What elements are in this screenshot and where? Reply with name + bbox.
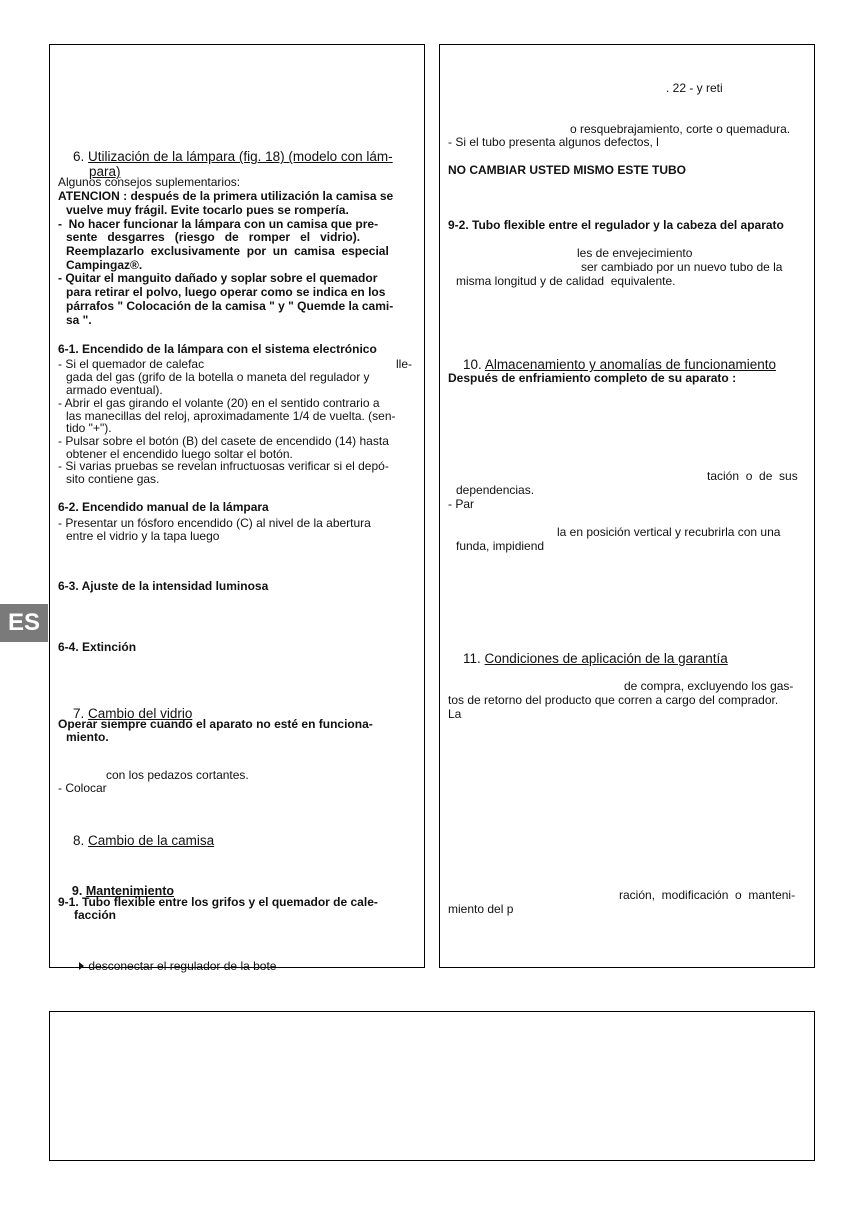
nohacer-line-3: Reemplazarlo exclusivamente por un camisa especial [66, 244, 389, 258]
r-line-3: - Si el tubo presenta algunos defectos, l [448, 135, 659, 149]
s11-line-4: ración, modificación o manteni- [619, 888, 796, 902]
s11-line-5: miento del p [448, 902, 514, 916]
s11-line-1: de compra, excluyendo los gas- [624, 679, 794, 693]
advice-intro: Algunos consejos suplementarios: [58, 175, 241, 189]
language-tab: ES [0, 604, 48, 642]
left-column [49, 44, 425, 973]
s61-line-3: armado eventual). [66, 383, 163, 397]
s7-line-1: Operar siempre cuando el aparato no esté en funciona- [58, 717, 373, 731]
section-6-1-title: 6-1. Encendido de la lámpara con el sistema electrónico [58, 342, 377, 356]
s61-line-1b: lle- [396, 357, 413, 371]
section-6-heading: 6. Utilización de la lámpara (fig. 18) (modelo con lám- [73, 149, 393, 164]
s61-line-2: gada del gas (grifo de la botella o maneta del regulador y [66, 370, 370, 384]
s62-line-2: entre el vidrio y la tapa luego [66, 529, 220, 543]
s92-line-1: les de envejecimiento [577, 246, 693, 260]
s92-line-2: ser cambiado por un nuevo tubo de la [581, 260, 783, 274]
s61-line-10: sito contiene gas. [66, 472, 160, 486]
s10-line-3: dependencias. [456, 483, 535, 497]
section-6-3-title: 6-3. Ajuste de la intensidad luminosa [58, 579, 269, 593]
s7-line-2: miento. [66, 730, 109, 744]
s62-line-1: - Presentar un fósforo encendido (C) al nivel de la abertura [58, 516, 371, 530]
nocambiar-warning: NO CAMBIAR USTED MISMO ESTE TUBO [448, 163, 687, 177]
s61-line-1a: - Si el quemador de calefac [58, 357, 205, 371]
section-6-4-title: 6-4. Extinción [58, 640, 137, 654]
section-9-1-title-l2: facción [74, 908, 117, 922]
section-6-heading-cont: para) [89, 164, 121, 179]
arrow-right-icon [79, 962, 84, 970]
section-7-heading: 7. Cambio del vidrio [73, 706, 193, 721]
quitar-line-1: - Quitar el manguito dañado y soplar sobre el quemador [58, 271, 378, 285]
section-9-2-title: 9-2. Tubo flexible entre el regulador y la cabeza del aparato [448, 218, 784, 232]
quitar-line-4: sa ". [66, 313, 92, 327]
s61-line-8: obtener el encendido luego soltar el botón. [66, 447, 293, 461]
section-10-heading: 10. Almacenamiento y anomalías de funcionamiento [463, 357, 776, 372]
s61-line-6: tido "+"). [66, 421, 112, 435]
quitar-line-2: para retirar el polvo, luego operar como se indica en los [66, 285, 386, 299]
s10-line-4: - Par [448, 497, 475, 511]
section-9-heading: 9. Mantenimiento [71, 884, 175, 898]
nohacer-line-1: - No hacer funcionar la lámpara con un camisa que pre- [58, 217, 379, 231]
section-8-heading: 8. Cambio de la camisa [73, 833, 215, 848]
section-9-1-title-l1: 9-1. Tubo flexible entre los grifos y el quemador de cale- [58, 895, 378, 909]
s92-line-3: misma longitud y de calidad equivalente. [456, 274, 676, 288]
s7-line-4: - Colocar [58, 781, 107, 795]
s61-line-5: las manecillas del reloj, aproximadamente 1/4 de vuelta. (sen- [66, 409, 396, 423]
bottom-box [49, 1011, 815, 1161]
section-6-2-title: 6-2. Encendido manual de la lámpara [58, 500, 269, 514]
s10-line-1: Después de enfriamiento completo de su aparato : [448, 371, 737, 385]
s61-line-9: - Si varias pruebas se revelan infructuosas verificar si el depó- [58, 459, 389, 473]
atencion-line-2: vuelve muy frágil. Evite tocarlo pues se rompería. [66, 203, 349, 217]
s10-line-6: funda, impidiend [456, 539, 545, 553]
s91-bullet-item: desconectar el regulador de la bote [66, 947, 276, 986]
s10-line-2: tación o de sus [707, 469, 798, 483]
r-line-1: . 22 - y reti [666, 81, 723, 95]
s7-line-3: con los pedazos cortantes. [106, 768, 249, 782]
s61-line-7: - Pulsar sobre el botón (B) del casete de encendido (14) hasta [58, 434, 389, 448]
nohacer-line-4: Campingaz®. [66, 258, 143, 272]
atencion-line-1: ATENCION : después de la primera utilización la camisa se [58, 189, 394, 203]
s61-line-4: - Abrir el gas girando el volante (20) en el sentido contrario a [58, 396, 380, 410]
r-line-2: o resquebrajamiento, corte o quemadura. [570, 122, 791, 136]
s11-line-2: tos de retorno del producto que corren a cargo del comprador. [448, 693, 779, 707]
s11-line-3: La [448, 707, 462, 721]
right-column [439, 44, 815, 968]
section-11-heading: 11. Condiciones de aplicación de la garantía [463, 651, 728, 666]
s10-line-5: la en posición vertical y recubrirla con una [557, 525, 781, 539]
quitar-line-3: párrafos " Colocación de la camisa " y " Quemde la cami- [66, 299, 394, 313]
nohacer-line-2: sente desgarres (riesgo de romper el vidrio). [66, 230, 361, 244]
